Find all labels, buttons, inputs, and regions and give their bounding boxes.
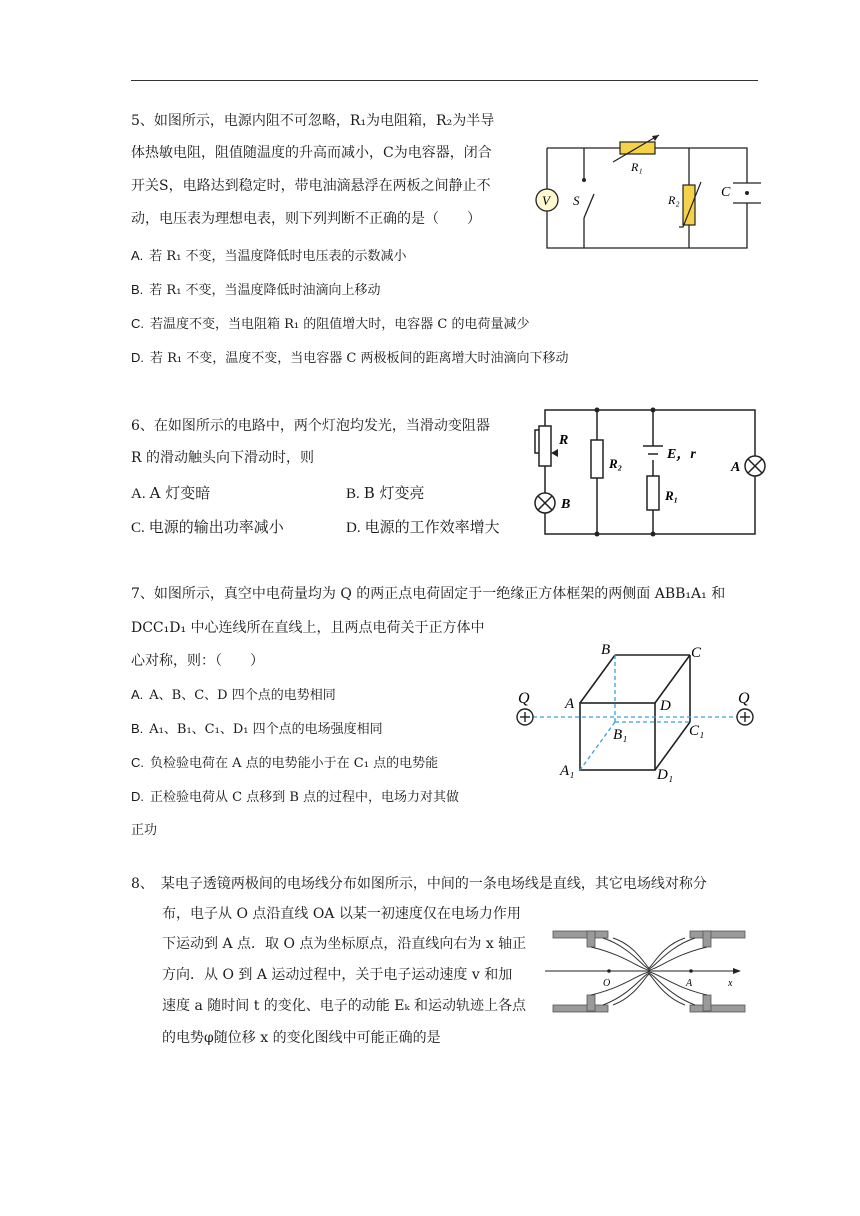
- option-key: A.: [131, 248, 144, 263]
- q7-option-a[interactable]: [131, 686, 336, 705]
- q6-label-emf: E，r: [667, 447, 696, 462]
- switch-contact-icon: [582, 178, 586, 182]
- oil-drop-icon: [745, 191, 749, 195]
- q7-label-a: A: [565, 696, 575, 712]
- q5-circuit-diagram: [525, 130, 775, 255]
- q7-line-2: DCC₁D₁ 中心连线所在直线上，且两点电荷关于正方体中: [131, 620, 485, 636]
- q8-label-a: A: [686, 978, 693, 989]
- q5-line-4: 动，电压表为理想电表，则下列判断不正确的是（ ）: [131, 211, 481, 227]
- rheostat-r-icon: [539, 426, 551, 466]
- option-text: 负检验电荷在 A 点的电势能小于在 C₁ 点的电势能: [150, 756, 439, 771]
- slider-arrow-icon: [551, 449, 558, 457]
- option-text: 正检验电荷从 C 点移到 B 点的过程中，电场力对其做: [150, 790, 460, 805]
- q5-label-r1: R₁: [631, 160, 643, 174]
- option-key: B.: [131, 721, 144, 736]
- q5-line-3: 开关S，电路达到稳定时，带电油滴悬浮在两板之间静止不: [131, 178, 491, 194]
- q6-option-c[interactable]: [131, 518, 284, 537]
- q7-option-b[interactable]: [131, 720, 383, 739]
- resistor-r2-icon: [591, 440, 603, 478]
- q7-label-b: B: [601, 642, 611, 658]
- q8-line-3: 下运动到 A 点．取 O 点为坐标原点，沿直线向右为 x 轴正: [162, 936, 527, 952]
- option-key: A.: [131, 486, 146, 502]
- q6-line-1: 6、在如图所示的电路中，两个灯泡均发光，当滑动变阻器: [131, 418, 490, 434]
- q7-option-d-continued: 正功: [131, 823, 158, 838]
- point-a-icon: [689, 969, 693, 973]
- option-key: D.: [131, 789, 144, 804]
- option-text: A、B、C、D 四个点的电势相同: [149, 688, 336, 703]
- junction-icon: [595, 408, 600, 413]
- q7-label-c: C: [691, 645, 702, 661]
- q8-line-1: 8、 某电子透镜两极间的电场线分布如图所示，中间的一条电场线是直线，其它电场线对称分: [131, 876, 707, 892]
- q6-option-d[interactable]: [346, 518, 500, 537]
- q6-label-lamp-a: A: [731, 460, 741, 475]
- q6-label-lamp-b: B: [561, 497, 571, 512]
- q5-line-1: 5、如图所示，电源内阻不可忽略，R₁为电阻箱，R₂为半导: [131, 113, 495, 129]
- q7-option-d[interactable]: [131, 788, 459, 807]
- q8-line-4: 方向．从 O 到 A 运动过程中，关于电子运动速度 v 和加: [162, 967, 513, 983]
- q5-option-d[interactable]: [131, 349, 568, 368]
- q6-circuit-diagram: [515, 398, 775, 543]
- option-key: D.: [131, 350, 144, 365]
- lamp-a-icon: [745, 456, 765, 476]
- resistor-r1-icon: [647, 476, 659, 510]
- q7-option-c[interactable]: [131, 754, 438, 773]
- q6-label-r2: R₂: [609, 456, 623, 471]
- q5-option-b[interactable]: [131, 281, 381, 300]
- q8-label-x: x: [728, 978, 733, 989]
- q5-label-c: C: [721, 185, 731, 200]
- point-o-icon: [607, 969, 611, 973]
- q8-electron-lens-diagram: [545, 925, 770, 1020]
- option-key: A.: [131, 687, 144, 702]
- option-key: C.: [131, 520, 145, 536]
- q8-line-5: 速度 a 随时间 t 的变化、电子的动能 Eₖ 和运动轨迹上各点: [162, 998, 526, 1014]
- charge-right-icon: [737, 709, 753, 725]
- option-text: B 灯变亮: [363, 484, 425, 502]
- option-text: 电源的输出功率减小: [148, 518, 284, 536]
- q5-option-a[interactable]: [131, 247, 407, 266]
- thermistor-r2-icon: [683, 185, 695, 225]
- q7-label-b1: B₁: [613, 727, 628, 743]
- option-key: C.: [131, 755, 144, 770]
- q6-option-a[interactable]: [131, 484, 210, 503]
- q8-label-o: O: [603, 978, 611, 989]
- option-text: 若温度不变，当电阻箱 R₁ 的阻值增大时，电容器 C 的电荷量减少: [150, 317, 530, 332]
- q5-option-c[interactable]: [131, 315, 529, 334]
- q7-cube-diagram: [505, 635, 775, 785]
- option-key: D.: [346, 520, 361, 536]
- charge-left-icon: [517, 709, 533, 725]
- option-text: 电源的工作效率增大: [364, 518, 500, 536]
- q6-label-r1: R₁: [665, 488, 679, 503]
- q7-label-d: D: [660, 698, 671, 714]
- q7-line-1: 7、如图所示，真空中电荷量均为 Q 的两正点电荷固定于一绝缘正方体框架的两侧面 ABB₁A₁ 和: [131, 586, 726, 602]
- q5-label-s: S: [573, 193, 580, 208]
- option-text: A₁、B₁、C₁、D₁ 四个点的电场强度相同: [149, 722, 383, 737]
- top-electrode-icon: [553, 931, 745, 947]
- q8-line-2: 布，电子从 O 点沿直线 OA 以某一初速度仅在电场力作用: [162, 906, 521, 922]
- option-text: 若 R₁ 不变，当温度降低时油滴向上移动: [149, 283, 381, 298]
- q7-label-c1: C₁: [689, 723, 705, 739]
- option-text: 若 R₁ 不变，当温度降低时电压表的示数减小: [149, 249, 407, 264]
- lamp-b-icon: [535, 493, 555, 513]
- q6-option-b[interactable]: [346, 484, 425, 503]
- option-text: A 灯变暗: [149, 484, 211, 502]
- q5-label-v: V: [542, 193, 550, 208]
- q7-label-q-left: Q: [518, 690, 530, 707]
- junction-icon: [651, 408, 656, 413]
- q7-line-3: 心对称，则：（ ）: [131, 653, 264, 669]
- option-key: B.: [346, 486, 360, 502]
- q7-label-d1: D₁: [657, 767, 674, 783]
- q5-label-r2: R₂: [668, 193, 680, 207]
- bottom-electrode-icon: [553, 995, 745, 1012]
- q6-line-2: R 的滑动触头向下滑动时，则: [131, 450, 314, 466]
- q8-line-6: 的电势φ随位移 x 的变化图线中可能正确的是: [162, 1030, 441, 1046]
- q7-label-a1: A₁: [560, 763, 575, 779]
- x-axis-arrow-icon: [733, 968, 741, 974]
- option-key: B.: [131, 282, 144, 297]
- junction-icon: [595, 532, 600, 537]
- q6-label-r: R: [559, 433, 569, 448]
- header-rule: [131, 80, 758, 81]
- q7-label-q-right: Q: [738, 690, 750, 707]
- q5-line-2: 体热敏电阻，阻值随温度的升高而减小，C为电容器，闭合: [131, 145, 492, 161]
- junction-icon: [651, 532, 656, 537]
- option-key: C.: [131, 316, 144, 331]
- option-text: 若 R₁ 不变，温度不变，当电容器 C 两极板间的距离增大时油滴向下移动: [150, 351, 569, 366]
